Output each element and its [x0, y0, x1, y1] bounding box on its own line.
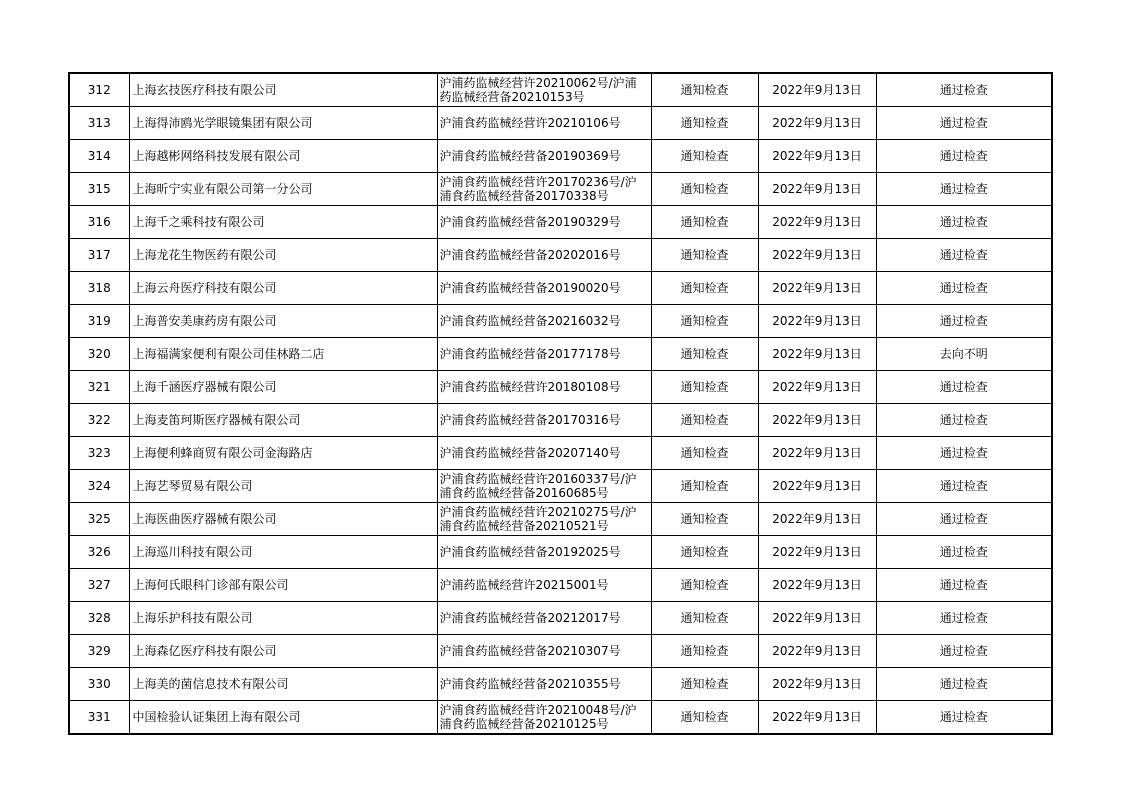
license-number: 沪浦食药监械经营备20216032号	[437, 305, 651, 338]
inspection-result: 通过检查	[876, 536, 1052, 569]
table-row	[69, 173, 1052, 206]
inspection-method: 通知检查	[651, 668, 758, 701]
inspection-method: 通知检查	[651, 437, 758, 470]
table-row	[69, 371, 1052, 404]
inspection-method: 通知检查	[651, 338, 758, 371]
inspection-result: 通过检查	[876, 569, 1052, 602]
row-number: 325	[69, 503, 129, 536]
row-number: 314	[69, 140, 129, 173]
inspection-method: 通知检查	[651, 371, 758, 404]
company-name: 上海巡川科技有限公司	[129, 536, 437, 569]
inspection-method: 通知检查	[651, 404, 758, 437]
table-row	[69, 206, 1052, 239]
license-number: 沪浦食药监械经营备20190369号	[437, 140, 651, 173]
company-name: 上海便利蜂商贸有限公司金海路店	[129, 437, 437, 470]
company-name: 上海乐护科技有限公司	[129, 602, 437, 635]
table-row	[69, 437, 1052, 470]
inspection-method: 通知检查	[651, 239, 758, 272]
table-row	[69, 239, 1052, 272]
inspection-table	[68, 72, 1053, 735]
inspection-date: 2022年9月13日	[758, 701, 876, 735]
inspection-method: 通知检查	[651, 140, 758, 173]
inspection-result: 通过检查	[876, 140, 1052, 173]
inspection-method: 通知检查	[651, 536, 758, 569]
inspection-result: 去向不明	[876, 338, 1052, 371]
inspection-result: 通过检查	[876, 470, 1052, 503]
inspection-date: 2022年9月13日	[758, 305, 876, 338]
inspection-date: 2022年9月13日	[758, 73, 876, 107]
company-name: 中国检验认证集团上海有限公司	[129, 701, 437, 735]
table-row	[69, 305, 1052, 338]
inspection-result: 通过检查	[876, 701, 1052, 735]
table-row	[69, 140, 1052, 173]
company-name: 上海越彬网络科技发展有限公司	[129, 140, 437, 173]
table-row	[69, 338, 1052, 371]
inspection-result: 通过检查	[876, 503, 1052, 536]
company-name: 上海福满家便利有限公司佳林路二店	[129, 338, 437, 371]
row-number: 313	[69, 107, 129, 140]
license-number: 沪浦食药监械经营许20180108号	[437, 371, 651, 404]
table-row	[69, 470, 1052, 503]
row-number: 312	[69, 73, 129, 107]
company-name: 上海何氏眼科门诊部有限公司	[129, 569, 437, 602]
inspection-date: 2022年9月13日	[758, 437, 876, 470]
inspection-result: 通过检查	[876, 371, 1052, 404]
table-row	[69, 107, 1052, 140]
inspection-date: 2022年9月13日	[758, 635, 876, 668]
row-number: 326	[69, 536, 129, 569]
inspection-result: 通过检查	[876, 404, 1052, 437]
license-number: 沪浦食药监械经营备20202016号	[437, 239, 651, 272]
table-row	[69, 404, 1052, 437]
inspection-result: 通过检查	[876, 437, 1052, 470]
row-number: 330	[69, 668, 129, 701]
inspection-method: 通知检查	[651, 569, 758, 602]
license-number: 沪浦食药监械经营许20210106号	[437, 107, 651, 140]
inspection-method: 通知检查	[651, 173, 758, 206]
inspection-date: 2022年9月13日	[758, 338, 876, 371]
license-number: 沪浦食药监械经营备20207140号	[437, 437, 651, 470]
license-number: 沪浦食药监械经营许20210048号/沪浦食药监械经营备20210125号	[437, 701, 651, 735]
inspection-method: 通知检查	[651, 272, 758, 305]
company-name: 上海美的菌信息技术有限公司	[129, 668, 437, 701]
inspection-date: 2022年9月13日	[758, 206, 876, 239]
inspection-date: 2022年9月13日	[758, 569, 876, 602]
company-name: 上海艺琴贸易有限公司	[129, 470, 437, 503]
inspection-method: 通知检查	[651, 470, 758, 503]
inspection-method: 通知检查	[651, 206, 758, 239]
table-row	[69, 73, 1052, 107]
row-number: 319	[69, 305, 129, 338]
inspection-date: 2022年9月13日	[758, 173, 876, 206]
license-number: 沪浦食药监械经营备20190020号	[437, 272, 651, 305]
license-number: 沪浦食药监械经营备20192025号	[437, 536, 651, 569]
table-row	[69, 635, 1052, 668]
table-row	[69, 569, 1052, 602]
inspection-table-body	[69, 73, 1052, 734]
row-number: 316	[69, 206, 129, 239]
inspection-result: 通过检查	[876, 107, 1052, 140]
inspection-date: 2022年9月13日	[758, 140, 876, 173]
row-number: 327	[69, 569, 129, 602]
row-number: 318	[69, 272, 129, 305]
license-number: 沪浦药监械经营许20215001号	[437, 569, 651, 602]
table-row	[69, 701, 1052, 735]
row-number: 317	[69, 239, 129, 272]
table-row	[69, 272, 1052, 305]
table-row	[69, 668, 1052, 701]
inspection-result: 通过检查	[876, 602, 1052, 635]
inspection-result: 通过检查	[876, 668, 1052, 701]
license-number: 沪浦食药监械经营备20190329号	[437, 206, 651, 239]
table-row	[69, 503, 1052, 536]
inspection-date: 2022年9月13日	[758, 668, 876, 701]
inspection-date: 2022年9月13日	[758, 470, 876, 503]
company-name: 上海千之乘科技有限公司	[129, 206, 437, 239]
license-number: 沪浦食药监械经营许20210275号/沪浦食药监械经营备20210521号	[437, 503, 651, 536]
row-number: 322	[69, 404, 129, 437]
company-name: 上海得沛鸥光学眼镜集团有限公司	[129, 107, 437, 140]
company-name: 上海龙花生物医药有限公司	[129, 239, 437, 272]
row-number: 324	[69, 470, 129, 503]
row-number: 321	[69, 371, 129, 404]
license-number: 沪浦食药监械经营备20170316号	[437, 404, 651, 437]
row-number: 328	[69, 602, 129, 635]
license-number: 沪浦食药监械经营许20160337号/沪浦食药监械经营备20160685号	[437, 470, 651, 503]
license-number: 沪浦食药监械经营许20170236号/沪浦食药监械经营备20170338号	[437, 173, 651, 206]
company-name: 上海昕宁实业有限公司第一分公司	[129, 173, 437, 206]
inspection-date: 2022年9月13日	[758, 107, 876, 140]
inspection-result: 通过检查	[876, 272, 1052, 305]
inspection-result: 通过检查	[876, 173, 1052, 206]
row-number: 320	[69, 338, 129, 371]
company-name: 上海玄技医疗科技有限公司	[129, 73, 437, 107]
inspection-date: 2022年9月13日	[758, 239, 876, 272]
inspection-date: 2022年9月13日	[758, 371, 876, 404]
inspection-date: 2022年9月13日	[758, 503, 876, 536]
row-number: 323	[69, 437, 129, 470]
company-name: 上海森亿医疗科技有限公司	[129, 635, 437, 668]
inspection-result: 通过检查	[876, 239, 1052, 272]
inspection-result: 通过检查	[876, 305, 1052, 338]
inspection-result: 通过检查	[876, 206, 1052, 239]
inspection-date: 2022年9月13日	[758, 602, 876, 635]
license-number: 沪浦食药监械经营备20210307号	[437, 635, 651, 668]
table-row	[69, 536, 1052, 569]
table-row	[69, 602, 1052, 635]
company-name: 上海云舟医疗科技有限公司	[129, 272, 437, 305]
company-name: 上海医曲医疗器械有限公司	[129, 503, 437, 536]
row-number: 315	[69, 173, 129, 206]
inspection-method: 通知检查	[651, 305, 758, 338]
inspection-result: 通过检查	[876, 635, 1052, 668]
row-number: 331	[69, 701, 129, 735]
row-number: 329	[69, 635, 129, 668]
inspection-method: 通知检查	[651, 73, 758, 107]
inspection-date: 2022年9月13日	[758, 536, 876, 569]
inspection-date: 2022年9月13日	[758, 404, 876, 437]
company-name: 上海千涵医疗器械有限公司	[129, 371, 437, 404]
license-number: 沪浦食药监械经营备20177178号	[437, 338, 651, 371]
inspection-date: 2022年9月13日	[758, 272, 876, 305]
company-name: 上海麦笛珂斯医疗器械有限公司	[129, 404, 437, 437]
inspection-method: 通知检查	[651, 503, 758, 536]
license-number: 沪浦食药监械经营备20212017号	[437, 602, 651, 635]
inspection-result: 通过检查	[876, 73, 1052, 107]
license-number: 沪浦药监械经营许20210062号/沪浦药监械经营备20210153号	[437, 73, 651, 107]
inspection-method: 通知检查	[651, 602, 758, 635]
inspection-method: 通知检查	[651, 635, 758, 668]
inspection-method: 通知检查	[651, 107, 758, 140]
inspection-method: 通知检查	[651, 701, 758, 735]
license-number: 沪浦食药监械经营备20210355号	[437, 668, 651, 701]
company-name: 上海普安美康药房有限公司	[129, 305, 437, 338]
